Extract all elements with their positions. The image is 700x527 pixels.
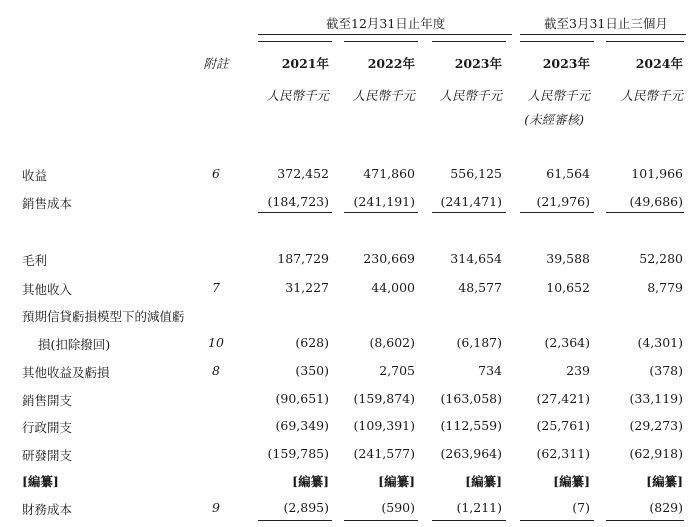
row-value: (241,471): [440, 194, 502, 209]
row-value: (2,895): [283, 500, 329, 515]
row-value: [編纂]: [378, 474, 415, 489]
row-value: 10,652: [546, 280, 590, 295]
row-value: 61,564: [546, 166, 590, 181]
row-value: [編纂]: [646, 474, 683, 489]
row-label: 損(扣除撥回): [38, 337, 111, 352]
row-value: (159,874): [353, 391, 415, 406]
row-value: (7): [572, 500, 590, 515]
row-value: (112,559): [440, 418, 502, 433]
column-unit-2: 人民幣千元: [439, 88, 502, 103]
column-subnote-3: (未經審核): [524, 112, 584, 127]
row-value: 2,705: [379, 363, 415, 378]
row-label: 行政開支: [22, 420, 73, 435]
row-value: 314,654: [450, 251, 502, 266]
row-value: (29,273): [629, 418, 683, 433]
row-label: 銷售成本: [22, 196, 73, 211]
row-value: (62,311): [536, 446, 590, 461]
row-value: (4,301): [637, 335, 683, 350]
row-value: (25,761): [536, 418, 590, 433]
row-value: 101,966: [631, 166, 683, 181]
column-underline-1: [344, 41, 418, 42]
row-value: [編纂]: [553, 474, 590, 489]
row-value: 8,779: [647, 280, 683, 295]
row-label: 銷售開支: [22, 393, 73, 408]
row-value: (628): [295, 335, 329, 350]
row-value: (1,211): [456, 500, 502, 515]
note-column-label: 附註: [203, 56, 229, 71]
subtotal-rule: [432, 212, 506, 213]
row-value: (241,577): [353, 446, 415, 461]
column-unit-3: 人民幣千元: [527, 88, 590, 103]
row-value: 48,577: [458, 280, 502, 295]
row-note-ref: 7: [212, 280, 220, 295]
row-value: 187,729: [277, 251, 329, 266]
subtotal-rule: [258, 520, 332, 521]
group-title-year: 截至12月31日止年度: [326, 16, 446, 31]
row-label: [編纂]: [22, 474, 59, 489]
row-value: 39,588: [546, 251, 590, 266]
row-label: 毛利: [22, 253, 48, 268]
row-value: [編纂]: [465, 474, 502, 489]
column-year-2: 2023年: [454, 56, 502, 71]
column-underline-2: [432, 41, 506, 42]
row-note-ref: 6: [212, 166, 220, 181]
subtotal-rule: [258, 212, 332, 213]
row-note-ref: 8: [212, 363, 220, 378]
row-value: (350): [295, 363, 329, 378]
group-title-quarter: 截至3月31日止三個月: [544, 16, 668, 31]
column-year-3: 2023年: [542, 56, 590, 71]
subtotal-rule: [606, 212, 684, 213]
row-label: 研發開支: [22, 448, 73, 463]
row-value: 372,452: [277, 166, 329, 181]
row-value: 556,125: [450, 166, 502, 181]
row-value: (263,964): [440, 446, 502, 461]
row-value: (378): [649, 363, 683, 378]
row-value: (6,187): [456, 335, 502, 350]
subtotal-rule: [432, 520, 506, 521]
row-value: (109,391): [353, 418, 415, 433]
row-value: 44,000: [371, 280, 415, 295]
row-value: (62,918): [629, 446, 683, 461]
row-label: 收益: [22, 168, 48, 183]
row-value: (2,364): [544, 335, 590, 350]
row-value: (829): [649, 500, 683, 515]
row-value: 734: [478, 363, 502, 378]
row-value: 31,227: [285, 280, 329, 295]
row-value: (590): [381, 500, 415, 515]
subtotal-rule: [606, 520, 684, 521]
subtotal-rule: [344, 520, 418, 521]
row-value: (27,421): [536, 391, 590, 406]
row-label: 其他收入: [22, 282, 73, 297]
column-underline-4: [606, 41, 684, 42]
group-underline-year: [258, 34, 512, 35]
row-value: 239: [566, 363, 590, 378]
row-value: (163,058): [440, 391, 502, 406]
row-value: (33,119): [629, 391, 683, 406]
row-label: 財務成本: [22, 502, 73, 517]
subtotal-rule: [520, 520, 594, 521]
row-value: (8,602): [369, 335, 415, 350]
row-label: 預期信貸虧損模型下的減值虧: [22, 309, 185, 324]
column-unit-4: 人民幣千元: [620, 88, 683, 103]
row-note-ref: 10: [208, 335, 224, 350]
column-underline-0: [258, 41, 332, 42]
row-label: 其他收益及虧損: [22, 365, 110, 380]
row-value: (184,723): [267, 194, 329, 209]
row-value: (90,651): [275, 391, 329, 406]
row-value: 230,669: [363, 251, 415, 266]
row-value: 471,860: [363, 166, 415, 181]
column-year-0: 2021年: [281, 56, 329, 71]
row-value: 52,280: [639, 251, 683, 266]
row-note-ref: 9: [212, 500, 220, 515]
group-underline-quarter: [520, 34, 686, 35]
row-value: [編纂]: [292, 474, 329, 489]
row-value: (49,686): [629, 194, 683, 209]
subtotal-rule: [520, 212, 594, 213]
row-value: (21,976): [536, 194, 590, 209]
column-unit-0: 人民幣千元: [266, 88, 329, 103]
column-unit-1: 人民幣千元: [352, 88, 415, 103]
subtotal-rule: [344, 212, 418, 213]
column-year-4: 2024年: [635, 56, 683, 71]
column-year-1: 2022年: [367, 56, 415, 71]
row-value: (241,191): [353, 194, 415, 209]
row-value: (69,349): [275, 418, 329, 433]
column-underline-3: [520, 41, 594, 42]
row-value: (159,785): [267, 446, 329, 461]
